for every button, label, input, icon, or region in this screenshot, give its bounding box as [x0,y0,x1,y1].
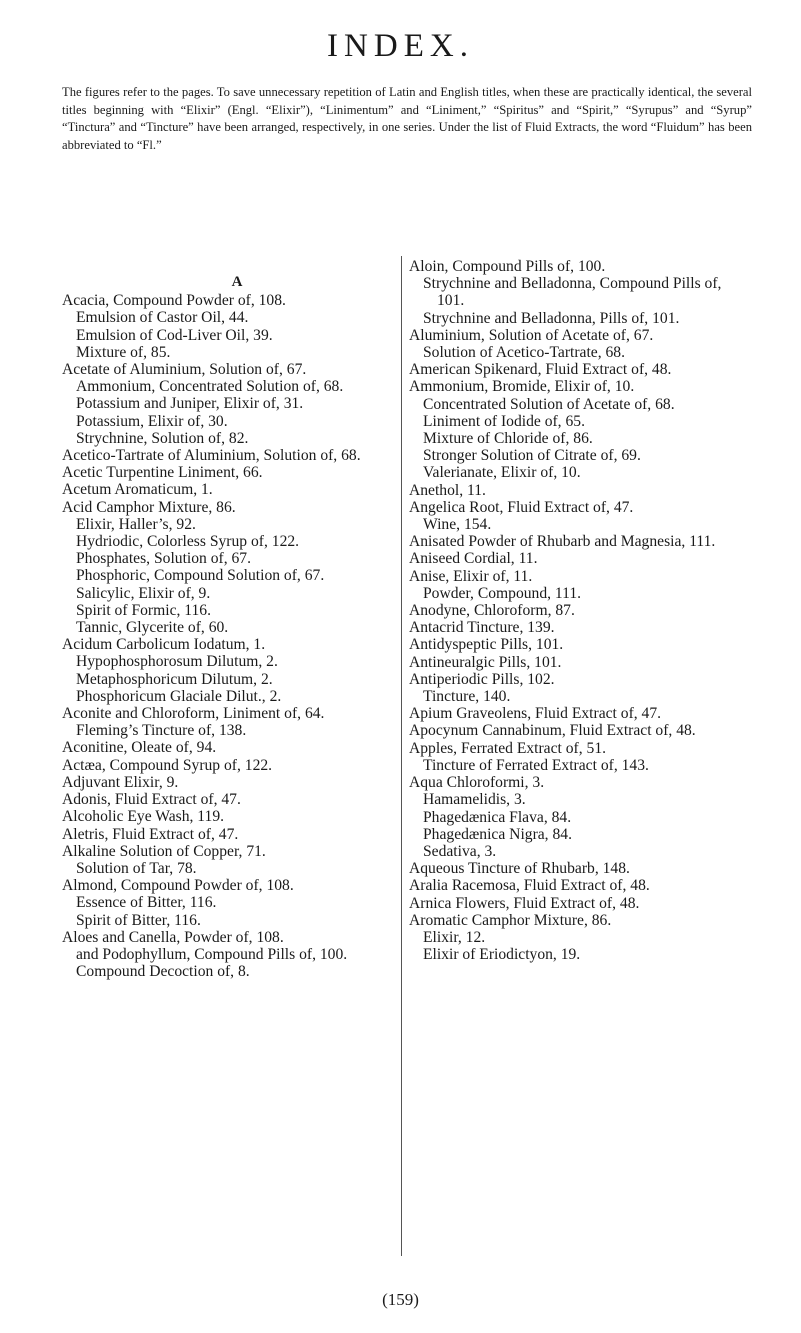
index-entry: Arnica Flowers, Fluid Extract of, 48. [409,894,640,912]
index-entry: Mixture of, 85. [76,343,171,361]
index-entry: Anise, Elixir of, 11. [409,567,533,585]
index-entry: Hydriodic, Colorless Syrup of, 122. [76,533,300,551]
index-entry: Emulsion of Castor Oil, 44. [76,309,249,327]
index-entry: Phagedænica Nigra, 84. [423,825,572,843]
index-entry: Acid Camphor Mixture, 86. [62,498,236,516]
index-entry: Fleming’s Tincture of, 138. [76,722,247,740]
index-entry: Aloin, Compound Pills of, 100. [409,258,606,275]
index-entry: Elixir, 12. [423,928,486,946]
index-entry: Valerianate, Elixir of, 10. [423,464,581,482]
intro-paragraph: The figures refer to the pages. To save unnecessary repetition of Latin and English titles, when these are practically identical, the several titles beginning with “Elixir” (Engl. “Elixir”), “Linimentum” and “Liniment,” “Spiritus” and “Spirit,” “Syrupus” and “Syrup” “Tinctura” and “Tincture” have been arranged, respectively, in one series. Under the list of Fluid Extracts, the word “Fluidum” has been abbreviated to “Fl.” [62,85,752,152]
index-entry: Potassium and Juniper, Elixir of, 31. [76,395,304,413]
index-entry: Aqua Chloroformi, 3. [409,774,545,792]
index-entry: Tincture, 140. [423,688,511,706]
index-entry: Tannic, Glycerite of, 60. [76,619,229,637]
index-entry: Solution of Tar, 78. [76,859,197,877]
index-entry: Apples, Ferrated Extract of, 51. [409,739,607,757]
index-entry: Antacrid Tincture, 139. [409,619,555,637]
index-entry: Acetate of Aluminium, Solution of, 67. [62,361,307,379]
index-entry: Hypophosphorosum Dilutum, 2. [76,653,278,671]
index-entry: Aconitine, Oleate of, 94. [62,739,217,757]
index-entry: Alcoholic Eye Wash, 119. [62,808,225,826]
index-entry: Powder, Compound, 111. [423,584,582,602]
index-entry: Hamamelidis, 3. [423,791,526,809]
index-entry: Sedativa, 3. [423,842,497,860]
index-entry: Acetico-Tartrate of Aluminium, Solution of, 68. [62,447,361,465]
index-entry: Anethol, 11. [409,481,486,499]
index-entry: Aletris, Fluid Extract of, 47. [62,825,239,843]
index-entry: Phagedænica Flava, 84. [423,808,572,826]
index-entry: Strychnine, Solution of, 82. [76,429,249,447]
right-column [409,258,749,963]
index-entry: Metaphosphoricum Dilutum, 2. [76,670,273,688]
index-entry: Phosphates, Solution of, 67. [76,550,252,568]
index-entry: Aloes and Canella, Powder of, 108. [62,928,284,946]
index-entry: Phosphoricum Glaciale Dilut., 2. [76,687,282,705]
left-column [62,274,396,980]
index-entry: Spirit of Bitter, 116. [76,911,201,929]
index-entry: Solution of Acetico-Tartrate, 68. [423,344,626,362]
index-entry: Acetum Aromaticum, 1. [62,481,213,499]
index-entry: Stronger Solution of Citrate of, 69. [423,447,641,465]
index-entry: Antidyspeptic Pills, 101. [409,636,564,654]
index-entry: Aralia Racemosa, Fluid Extract of, 48. [409,877,650,895]
index-entry: Antineuralgic Pills, 101. [409,653,562,671]
index-entry: Potassium, Elixir of, 30. [76,412,228,430]
index-entry: Aniseed Cordial, 11. [409,550,538,568]
index-entry: Ammonium, Bromide, Elixir of, 10. [409,378,635,396]
index-entry: Acacia, Compound Powder of, 108. [62,292,286,310]
index-entry: Wine, 154. [423,516,492,534]
index-entry: Liniment of Iodide of, 65. [423,412,585,430]
index-entry: Angelica Root, Fluid Extract of, 47. [409,498,634,516]
page-title: INDEX. [327,28,474,64]
index-entry: Alkaline Solution of Copper, 71. [62,842,266,860]
index-entry: Concentrated Solution of Acetate of, 68. [423,395,675,413]
section-letter: A [231,274,243,290]
index-entry: Acetic Turpentine Liniment, 66. [62,464,263,482]
column-divider [401,256,402,1256]
index-entry: Adjuvant Elixir, 9. [62,773,179,791]
index-entry: American Spikenard, Fluid Extract of, 48. [409,361,672,379]
index-entry: and Podophyllum, Compound Pills of, 100. [76,945,348,963]
index-entry: Mixture of Chloride of, 86. [423,430,593,448]
index-entry: Tincture of Ferrated Extract of, 143. [423,756,649,774]
index-entry: Almond, Compound Powder of, 108. [62,877,294,895]
index-entry: Essence of Bitter, 116. [76,894,217,912]
index-entry: Anisated Powder of Rhubarb and Magnesia, 111. [409,533,716,551]
index-entry: Adonis, Fluid Extract of, 47. [62,791,241,809]
index-entry: Strychnine and Belladonna, Compound Pills of, 101. [423,275,722,310]
index-entry: Spirit of Formic, 116. [76,601,211,619]
index-entry: Anodyne, Chloroform, 87. [409,602,575,620]
index-entry: Emulsion of Cod-Liver Oil, 39. [76,326,273,344]
index-entry: Aromatic Camphor Mixture, 86. [409,911,612,929]
index-entry: Elixir, Haller’s, 92. [76,515,196,533]
index-entry: Phosphoric, Compound Solution of, 67. [76,567,325,585]
index-entry: Compound Decoction of, 8. [76,963,250,981]
index-entry: Strychnine and Belladonna, Pills of, 101. [423,309,680,327]
index-entry: Apocynum Cannabinum, Fluid Extract of, 48. [409,722,696,740]
index-entry: Acidum Carbolicum Iodatum, 1. [62,636,266,654]
page-number: (159) [382,1290,419,1309]
index-entry: Antiperiodic Pills, 102. [409,670,555,688]
index-entry: Actæa, Compound Syrup of, 122. [62,756,273,774]
index-entry: Salicylic, Elixir of, 9. [76,584,211,602]
index-entry: Aluminium, Solution of Acetate of, 67. [409,326,654,344]
index-entry: Aqueous Tincture of Rhubarb, 148. [409,860,630,878]
index-entry: Aconite and Chloroform, Liniment of, 64. [62,705,325,723]
index-entry: Ammonium, Concentrated Solution of, 68. [76,378,344,396]
index-entry: Apium Graveolens, Fluid Extract of, 47. [409,705,662,723]
index-entry: Elixir of Eriodictyon, 19. [423,946,581,964]
